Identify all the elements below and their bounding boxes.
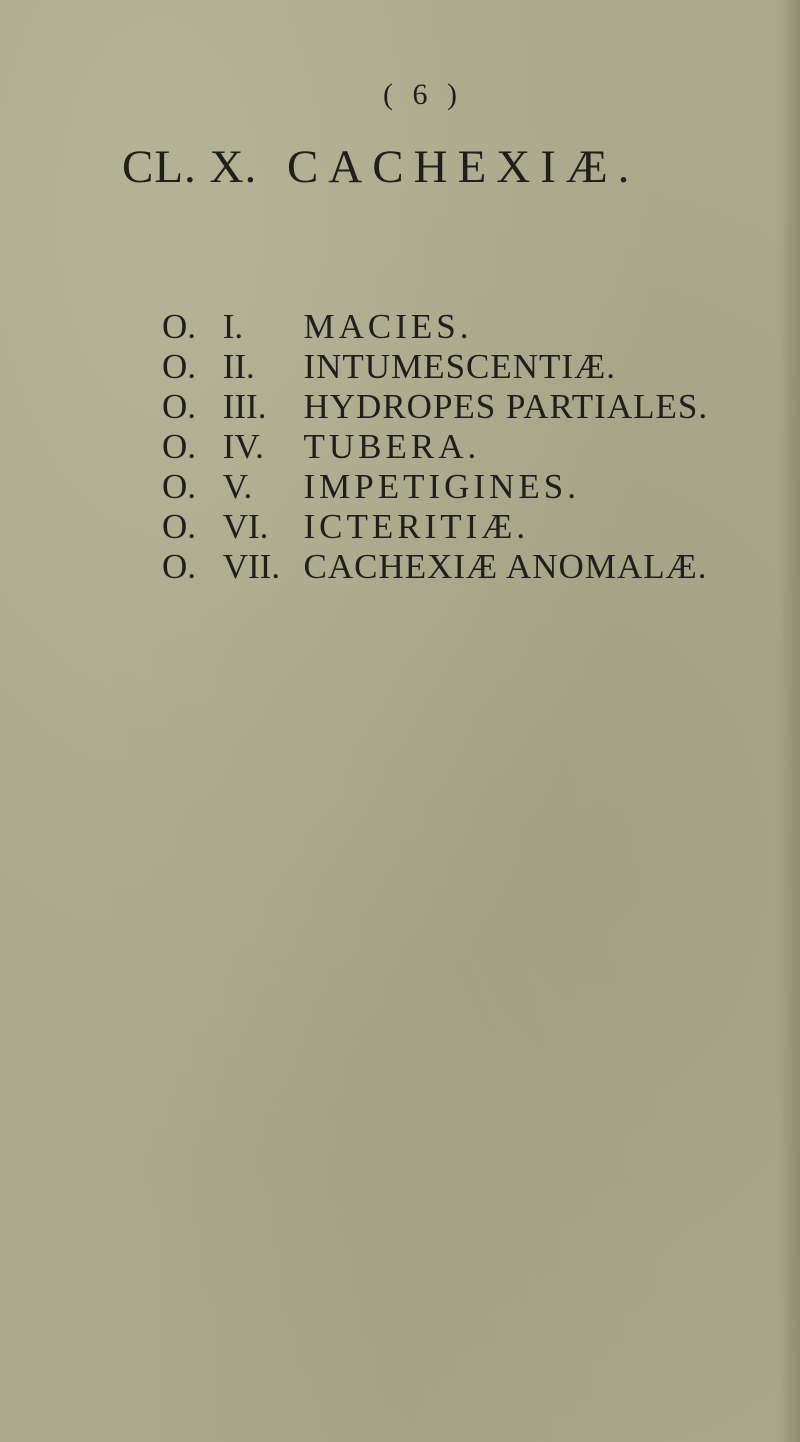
order-label: O. xyxy=(162,507,197,546)
orders-list xyxy=(162,307,708,587)
order-row xyxy=(162,467,708,507)
order-name: MACIES. xyxy=(303,307,473,346)
order-label: O. xyxy=(162,427,197,466)
order-number: VII. xyxy=(222,547,281,586)
order-row xyxy=(162,387,708,427)
order-row xyxy=(162,427,708,467)
order-name: INTUMESCENTIÆ. xyxy=(303,347,616,386)
order-row xyxy=(162,347,708,387)
order-name: TUBERA. xyxy=(303,427,481,466)
order-row xyxy=(162,547,708,587)
order-label: O. xyxy=(162,547,197,586)
order-label: O. xyxy=(162,387,197,426)
order-number: VI. xyxy=(222,507,269,546)
order-row xyxy=(162,507,708,547)
order-number: V. xyxy=(222,467,253,506)
page-edge-shadow xyxy=(778,0,800,1442)
order-label: O. xyxy=(162,347,197,386)
class-label: CL. X. xyxy=(122,141,258,193)
order-row xyxy=(162,307,708,347)
order-name: CACHEXIÆ ANOMALÆ. xyxy=(303,547,708,586)
order-label: O. xyxy=(162,467,197,506)
order-label: O. xyxy=(162,307,197,346)
order-number: I. xyxy=(222,307,244,346)
class-name: CACHEXIÆ. xyxy=(287,141,640,193)
order-number: II. xyxy=(222,347,255,386)
class-heading xyxy=(122,140,639,194)
order-name: IMPETIGINES. xyxy=(303,467,580,506)
order-number: III. xyxy=(222,387,267,426)
order-name: HYDROPES PARTIALES. xyxy=(303,387,709,426)
order-name: ICTERITIÆ. xyxy=(303,507,530,546)
page-number: ( 6 ) xyxy=(383,78,463,111)
order-number: IV. xyxy=(222,427,264,466)
